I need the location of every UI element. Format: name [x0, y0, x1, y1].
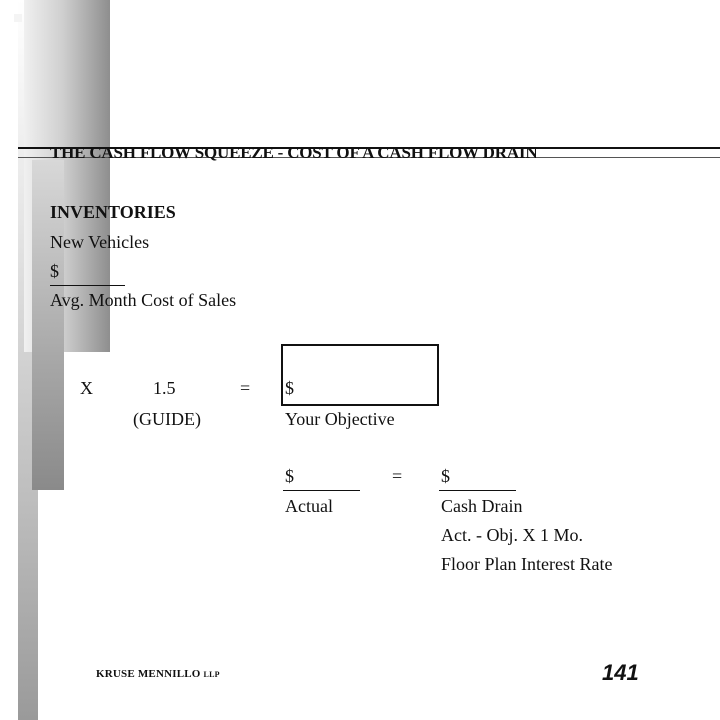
guide-label: (GUIDE)	[133, 409, 201, 429]
objective-box	[281, 344, 439, 406]
decorative-square	[14, 14, 22, 22]
inventory-value: $	[50, 261, 59, 281]
cash-drain-underline	[439, 490, 516, 491]
firm-name: KRUSE MENNILLO	[96, 668, 201, 680]
cash-drain-label: Cash Drain	[441, 496, 523, 516]
formula-line-1: Act. - Obj. X 1 Mo.	[441, 525, 583, 545]
firm-suffix: LLP	[203, 670, 220, 679]
guide-value: 1.5	[153, 378, 176, 398]
actual-underline	[283, 490, 360, 491]
footer-firm-name	[96, 668, 220, 680]
slide-title: THE CASH FLOW SQUEEZE - COST OF A CASH FLOW DRAIN	[50, 143, 538, 162]
cash-drain-value: $	[441, 466, 450, 486]
formula-line-2: Floor Plan Interest Rate	[441, 554, 613, 574]
page-number: 141	[602, 660, 639, 685]
equals-sign: =	[240, 378, 251, 398]
divisor-label: Avg. Month Cost of Sales	[50, 290, 237, 310]
objective-label: Your Objective	[285, 409, 395, 429]
equals-sign-2: =	[392, 466, 403, 486]
actual-value: $	[285, 466, 294, 486]
objective-value: $	[285, 378, 294, 398]
actual-label: Actual	[285, 496, 333, 516]
section-heading: INVENTORIES	[50, 202, 176, 222]
multiply-sign: X	[80, 378, 93, 398]
fraction-bar	[50, 285, 125, 286]
category-label: New Vehicles	[50, 232, 150, 252]
